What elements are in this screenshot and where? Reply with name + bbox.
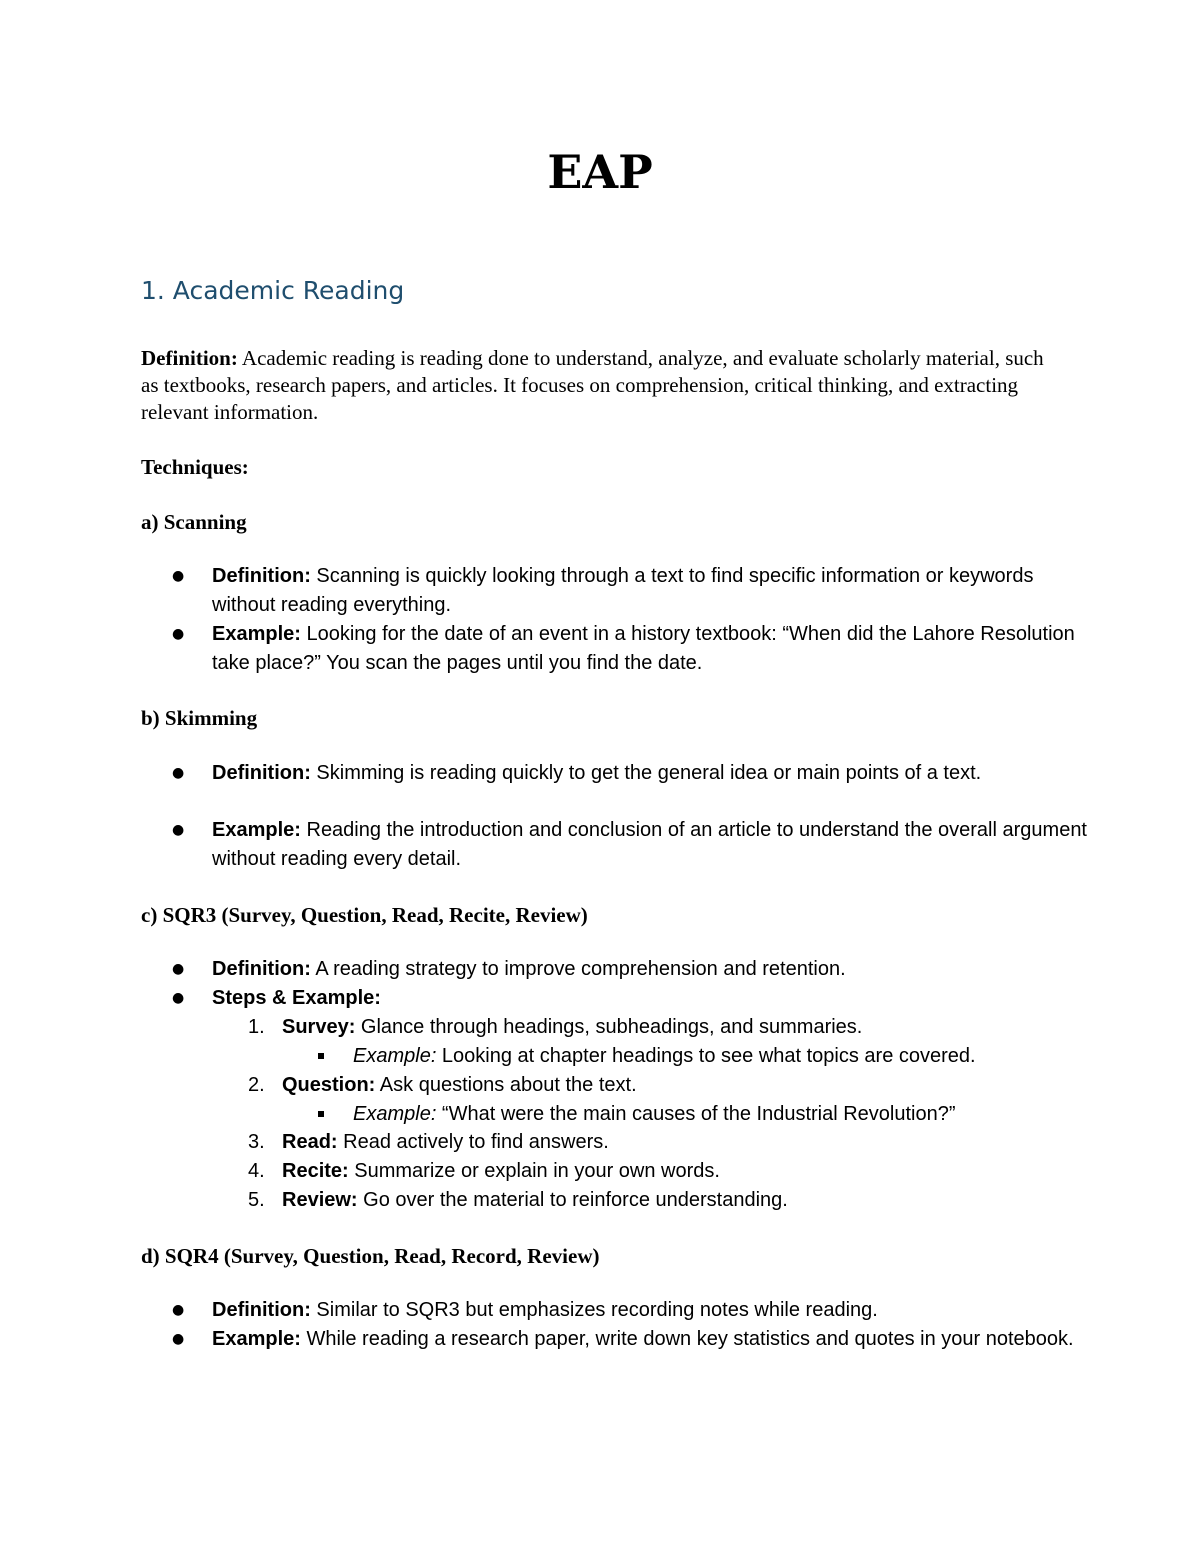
step-survey xyxy=(282,1013,1082,1042)
sqr3-steps-label: Steps & Example: xyxy=(212,987,381,1009)
skimming-heading: b) Skimming xyxy=(141,706,258,730)
step-text: Go over the material to reinforce understanding. xyxy=(357,1189,788,1211)
sqr4-definition xyxy=(212,1296,1092,1325)
step-survey-example xyxy=(353,1042,1073,1071)
bullet-text: A reading strategy to improve comprehension and retention. xyxy=(310,958,846,980)
bullet-label: Example: xyxy=(212,1328,301,1350)
step-number: 4. xyxy=(248,1160,265,1182)
bullet-text: Similar to SQR3 but emphasizes recording notes while reading. xyxy=(310,1299,878,1321)
step-number: 3. xyxy=(248,1131,265,1153)
step-text: Ask questions about the text. xyxy=(375,1074,637,1096)
step-label: Read: xyxy=(282,1131,338,1153)
step-recite xyxy=(282,1157,1082,1186)
example-label: Example: xyxy=(353,1045,437,1067)
step-text: Read actively to find answers. xyxy=(337,1131,609,1153)
scanning-example xyxy=(212,620,1092,678)
bullet-text: While reading a research paper, write down key statistics and quotes in your notebook. xyxy=(300,1328,1074,1350)
skimming-example xyxy=(212,816,1092,874)
definition-paragraph xyxy=(141,345,1061,426)
scanning-heading: a) Scanning xyxy=(141,510,247,534)
step-question xyxy=(282,1071,1082,1100)
example-text: “What were the main causes of the Industrial Revolution?” xyxy=(436,1103,956,1125)
sqr3-definition xyxy=(212,955,1092,984)
square-bullet xyxy=(318,1111,324,1117)
skimming-definition xyxy=(212,759,1092,788)
step-text: Summarize or explain in your own words. xyxy=(348,1160,720,1182)
sqr3-heading: c) SQR3 (Survey, Question, Read, Recite, Review) xyxy=(141,903,588,927)
section-heading: 1. Academic Reading xyxy=(141,276,405,305)
bullet-text: Skimming is reading quickly to get the general idea or main points of a text. xyxy=(310,762,982,784)
bullet-dot: ● xyxy=(172,990,185,1006)
bullet-label: Definition: xyxy=(212,565,311,587)
example-text: Looking at chapter headings to see what topics are covered. xyxy=(436,1045,976,1067)
definition-label: Definition: xyxy=(141,346,238,370)
document-title: EAP xyxy=(547,145,653,199)
example-label: Example: xyxy=(353,1103,437,1125)
step-number: 2. xyxy=(248,1074,265,1096)
bullet-text: Looking for the date of an event in a history textbook: “When did the Lahore Resolution take place?” You scan the pages until you find the date. xyxy=(212,623,1075,674)
scanning-definition xyxy=(212,562,1092,620)
step-read xyxy=(282,1128,1082,1157)
bullet-dot: ● xyxy=(172,1331,185,1347)
bullet-label: Definition: xyxy=(212,1299,311,1321)
bullet-dot: ● xyxy=(172,822,185,838)
step-text: Glance through headings, subheadings, and summaries. xyxy=(355,1016,863,1038)
step-number: 1. xyxy=(248,1016,265,1038)
techniques-label: Techniques: xyxy=(141,455,249,479)
definition-text: Academic reading is reading done to understand, analyze, and evaluate scholarly material, such as textbooks, research papers, and articles. It focuses on comprehension, critical thinking, and extracting relevant information. xyxy=(141,346,1044,424)
bullet-text: Scanning is quickly looking through a text to find specific information or keywords without reading everything. xyxy=(212,565,1034,616)
bullet-label: Example: xyxy=(212,819,301,841)
bullet-text: Reading the introduction and conclusion of an article to understand the overall argument without reading every detail. xyxy=(212,819,1087,870)
step-question-example xyxy=(353,1100,1073,1129)
sqr4-example xyxy=(212,1325,1092,1354)
step-label: Recite: xyxy=(282,1160,349,1182)
bullet-label: Example: xyxy=(212,623,301,645)
step-number: 5. xyxy=(248,1189,265,1211)
bullet-label: Definition: xyxy=(212,958,311,980)
step-review xyxy=(282,1186,1082,1215)
step-label: Question: xyxy=(282,1074,376,1096)
bullet-dot: ● xyxy=(172,568,185,584)
sqr4-heading: d) SQR4 (Survey, Question, Read, Record, Review) xyxy=(141,1244,600,1268)
bullet-dot: ● xyxy=(172,626,185,642)
step-label: Survey: xyxy=(282,1016,356,1038)
bullet-dot: ● xyxy=(172,961,185,977)
bullet-dot: ● xyxy=(172,765,185,781)
bullet-dot: ● xyxy=(172,1302,185,1318)
step-label: Review: xyxy=(282,1189,358,1211)
square-bullet xyxy=(318,1053,324,1059)
bullet-label: Definition: xyxy=(212,762,311,784)
